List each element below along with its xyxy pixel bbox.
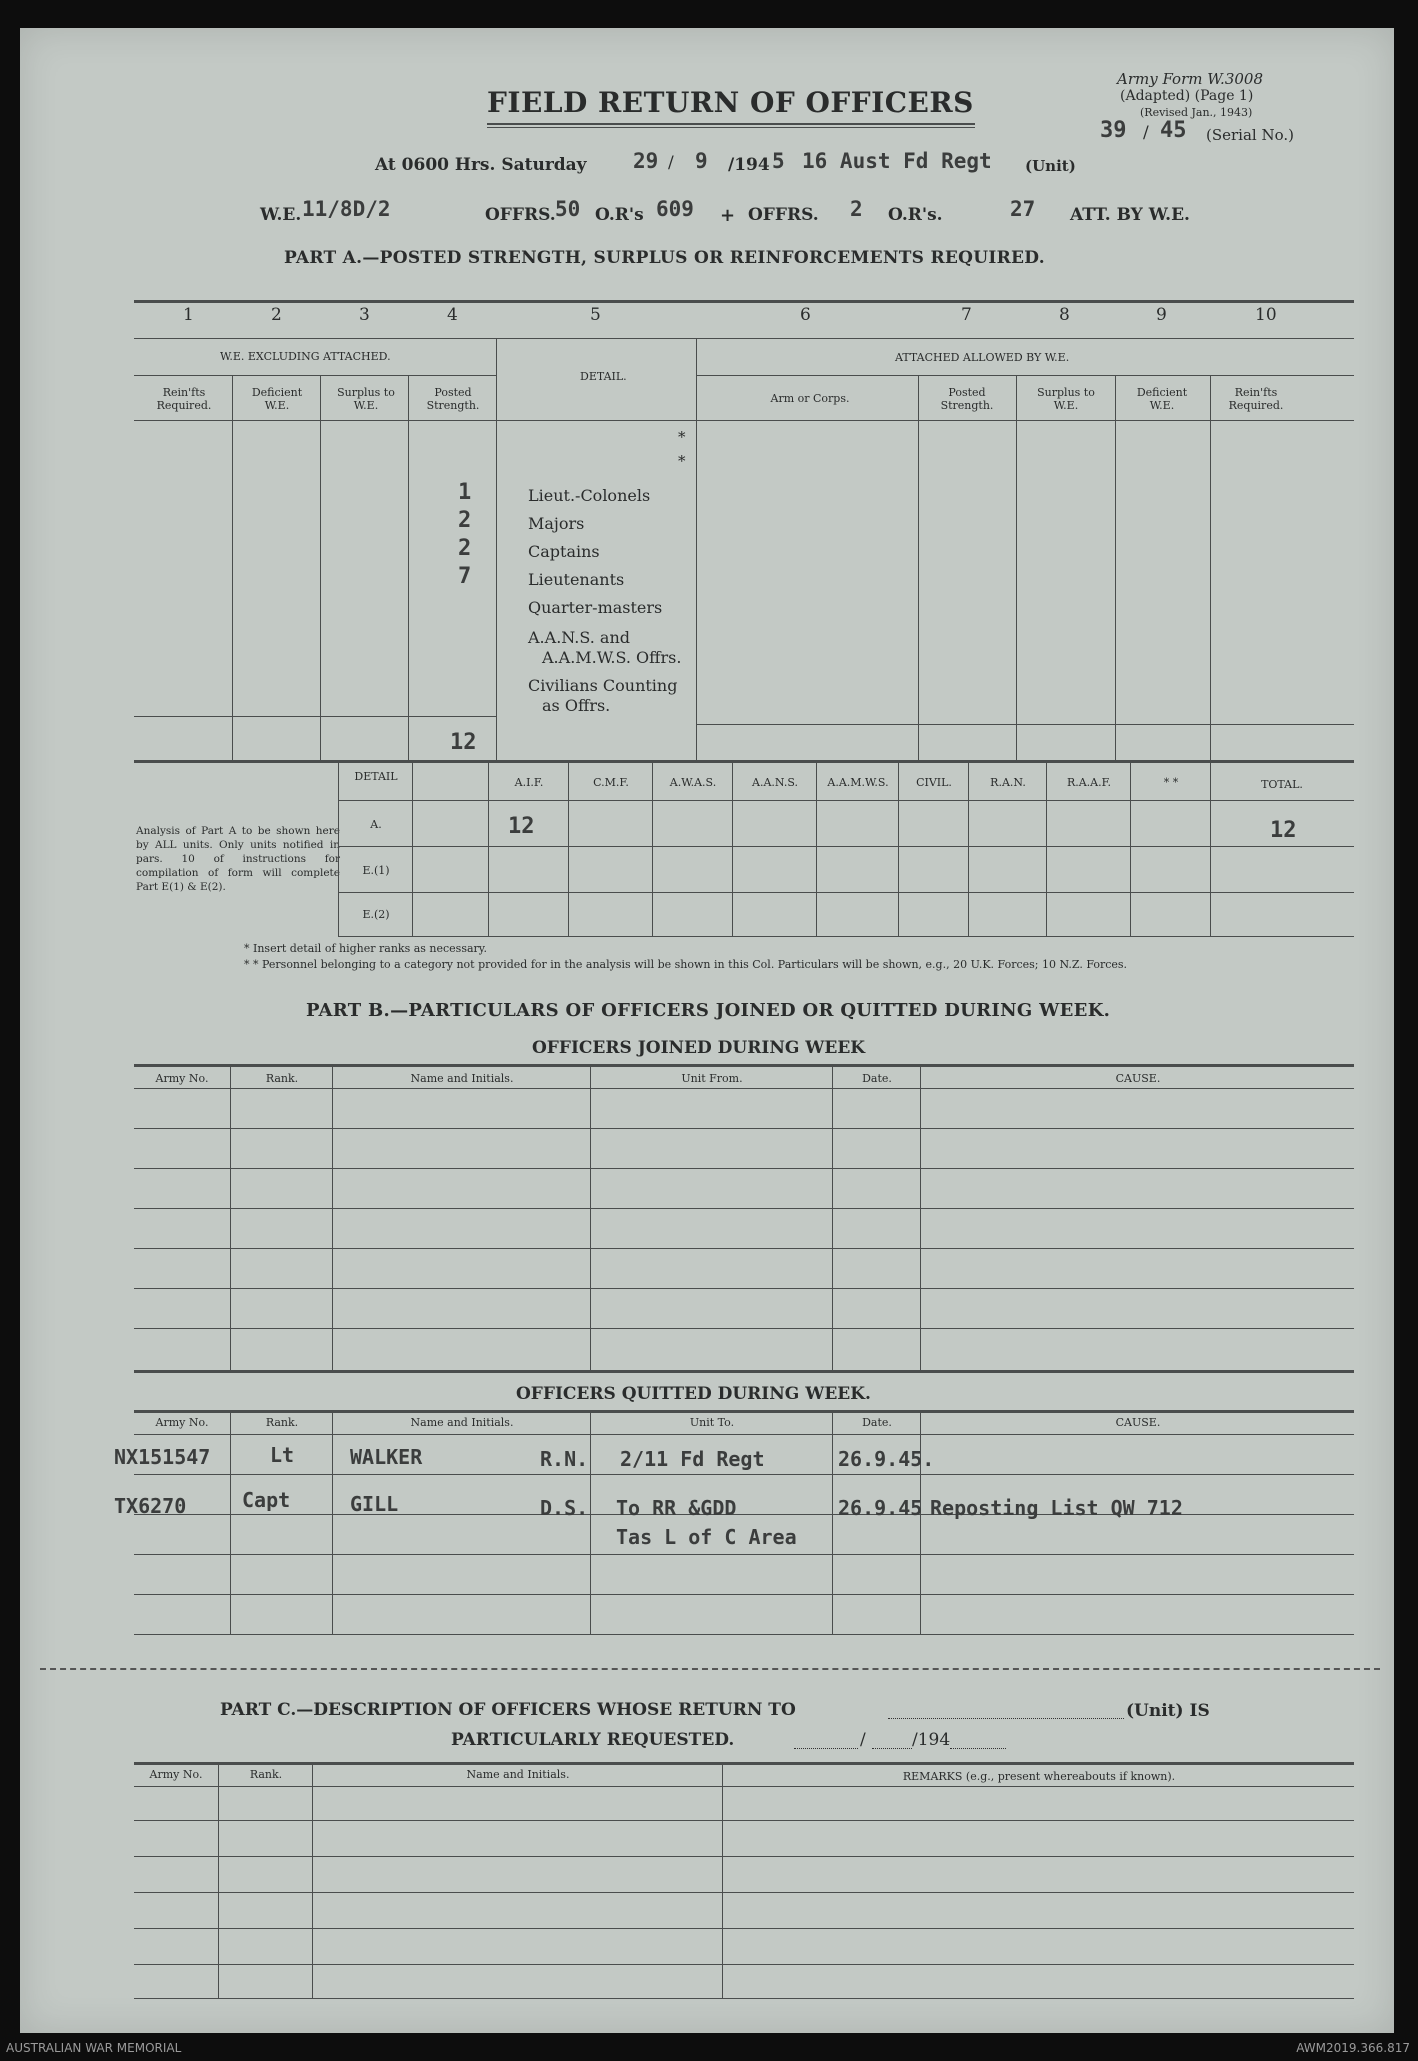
- col-number-3: 3: [359, 305, 370, 325]
- quitted-unit-1: 2/11 Fd Regt: [620, 1447, 765, 1471]
- part-c-row-4: [134, 1928, 1354, 1929]
- part-a-total-line-right: [696, 724, 1354, 725]
- part-c-top: [134, 1762, 1354, 1765]
- quitted-h-army-no: Army No.: [155, 1416, 209, 1429]
- rank-captains: Captains: [528, 542, 600, 561]
- analysis-row-e2: E.(2): [362, 908, 390, 921]
- unit-label: (Unit): [1025, 157, 1076, 175]
- part-c-title-a: PART C.—DESCRIPTION OF OFFICERS WHOSE RETURN TO: [220, 1700, 796, 1720]
- part-a-header-bottom: [134, 420, 1354, 421]
- quitted-h-rank: Rank.: [265, 1416, 299, 1429]
- offrs2-value: 2: [850, 197, 863, 221]
- part-a-vline-2: [320, 375, 321, 760]
- rank-majors: Majors: [528, 514, 585, 533]
- quitted-title: OFFICERS QUITTED DURING WEEK.: [516, 1384, 871, 1404]
- part-a-bottom-rule: [134, 760, 1354, 763]
- posted-lieut-colonels: 1: [458, 480, 472, 505]
- quitted-rank-1: Lt: [270, 1443, 295, 1467]
- quitted-initials-2: D.S.: [540, 1496, 589, 1520]
- group-left-header: W.E. EXCLUDING ATTACHED.: [220, 350, 391, 363]
- analysis-vline-11: [1210, 760, 1211, 936]
- joined-row-6: [134, 1328, 1354, 1329]
- part-c-vline-2: [312, 1762, 313, 1998]
- part-c-row-2: [134, 1856, 1354, 1857]
- serial-label: (Serial No.): [1206, 126, 1294, 144]
- analysis-vline-4: [652, 760, 653, 936]
- quitted-unit-cont: Tas L of C Area: [616, 1525, 797, 1549]
- star-2: *: [678, 452, 686, 470]
- analysis-vline-3: [568, 760, 569, 936]
- part-a-vline-4: [496, 338, 497, 760]
- analysis-header-line: [338, 800, 1354, 801]
- col-number-6: 6: [800, 305, 811, 325]
- analysis-vline-1: [412, 760, 413, 936]
- quitted-name-2: GILL: [350, 1492, 399, 1516]
- posted-total: 12: [450, 730, 477, 755]
- analysis-row-line-1: [338, 846, 1354, 847]
- slash-1: /: [668, 153, 674, 173]
- col-number-1: 1: [183, 305, 194, 325]
- quitted-h-cause: CAUSE.: [1115, 1416, 1161, 1429]
- col-number-10: 10: [1255, 305, 1277, 325]
- quitted-vline-5: [920, 1410, 921, 1634]
- quitted-vline-4: [832, 1410, 833, 1634]
- part-a-total-line-left: [134, 716, 496, 717]
- analysis-h-cmf: C.M.F.: [593, 776, 629, 789]
- quitted-header-line: [134, 1434, 1354, 1435]
- ors-label: O.R's: [595, 205, 644, 225]
- part-a-groupline: [134, 338, 1354, 339]
- joined-row-2: [134, 1168, 1354, 1169]
- part-a-vline-8: [1115, 375, 1116, 760]
- analysis-vline-2: [488, 760, 489, 936]
- posted-captains: 2: [458, 536, 472, 561]
- part-c-vline-3: [722, 1762, 723, 1998]
- analysis-vline-8: [968, 760, 969, 936]
- perforation-line: [40, 1668, 1380, 1670]
- analysis-h-aif: A.I.F.: [514, 776, 544, 789]
- army-form-label: Army Form W.3008: [1117, 70, 1263, 88]
- quitted-date-2: 26.9.45: [838, 1496, 923, 1520]
- offrs2-label: OFFRS.: [748, 205, 819, 225]
- part-a-vline-1: [232, 375, 233, 760]
- rank-lieut-colonels: Lieut.-Colonels: [528, 486, 651, 505]
- unit-value: 16 Aust Fd Regt: [802, 149, 992, 173]
- part-a-subgroup-left: [134, 375, 496, 376]
- analysis-row-e1: E.(1): [362, 864, 390, 877]
- joined-top: [134, 1064, 1354, 1067]
- month-value: 9: [695, 149, 708, 173]
- part-c-row-5: [134, 1964, 1354, 1965]
- analysis-h-other: * *: [1163, 776, 1179, 789]
- year-digit: 5: [772, 149, 785, 173]
- serial-slash: /: [1143, 123, 1149, 143]
- joined-bottom: [134, 1370, 1354, 1373]
- we-value: 11/8D/2: [302, 197, 391, 221]
- quitted-row-3: [134, 1554, 1354, 1555]
- posted-majors: 2: [458, 508, 472, 533]
- part-c-h-name: Name and Initials.: [466, 1768, 570, 1781]
- quitted-vline-2: [332, 1410, 333, 1634]
- year-prefix: /194: [728, 155, 770, 175]
- revised-label: (Revised Jan., 1943): [1140, 106, 1253, 119]
- quitted-bottom: [134, 1634, 1354, 1635]
- right-header-reinfts: Rein'fts Required.: [1228, 386, 1284, 412]
- quitted-cause-2: Reposting List QW 712: [930, 1496, 1183, 1520]
- part-a-vline-9: [1210, 375, 1211, 760]
- part-c-title-b: (Unit) IS: [1126, 1701, 1210, 1721]
- part-c-h-remarks: REMARKS (e.g., present whereabouts if known).: [902, 1770, 1176, 1783]
- part-a-vline-6: [918, 375, 919, 760]
- we-label: W.E.: [260, 205, 302, 225]
- rank-lieutenants: Lieutenants: [528, 570, 625, 589]
- part-a-vline-7: [1016, 375, 1017, 760]
- title-underline: [487, 123, 975, 125]
- quitted-date-1: 26.9.45.: [838, 1447, 935, 1471]
- offrs-label: OFFRS.: [485, 205, 556, 225]
- quitted-name-1: WALKER: [350, 1445, 423, 1469]
- part-a-subgroup-right: [696, 375, 1354, 376]
- joined-row-5: [134, 1288, 1354, 1289]
- part-c-h-army-no: Army No.: [149, 1768, 203, 1781]
- analysis-vline-5: [732, 760, 733, 936]
- rank-aans-2: A.A.M.W.S. Offrs.: [542, 648, 682, 667]
- quitted-vline-1: [230, 1410, 231, 1634]
- joined-vline-1: [230, 1064, 231, 1370]
- quitted-vline-3: [590, 1410, 591, 1634]
- joined-h-unit: Unit From.: [681, 1072, 743, 1085]
- part-c-month-dotted: [872, 1748, 912, 1749]
- left-header-1: Rein'fts Required.: [156, 386, 212, 412]
- analysis-vline-9: [1046, 760, 1047, 936]
- serial-year: 45: [1160, 118, 1187, 143]
- part-a-vline-3: [408, 375, 409, 760]
- joined-row-3: [134, 1208, 1354, 1209]
- analysis-h-ran: R.A.N.: [990, 776, 1026, 789]
- offrs-value: 50: [555, 197, 581, 221]
- part-c-slash: /: [860, 1730, 866, 1750]
- joined-vline-3: [590, 1064, 591, 1370]
- analysis-h-detail: DETAIL: [354, 770, 398, 783]
- quitted-initials-1: R.N.: [540, 1447, 589, 1471]
- att-label: ATT. BY W.E.: [1070, 205, 1190, 225]
- right-header-posted: Posted Strength.: [940, 386, 994, 412]
- col-number-5: 5: [590, 305, 601, 325]
- detail-header: DETAIL.: [580, 370, 627, 383]
- part-a-title: PART A.—POSTED STRENGTH, SURPLUS OR REINFORCEMENTS REQUIRED.: [284, 248, 1045, 268]
- adapted-label: (Adapted) (Page 1): [1120, 88, 1254, 104]
- analysis-h-civil: CIVIL.: [916, 776, 952, 789]
- quitted-h-unit: Unit To.: [689, 1416, 735, 1429]
- analysis-vline-0: [338, 760, 339, 936]
- part-c-line2-b: /194: [912, 1730, 951, 1750]
- col-number-2: 2: [271, 305, 282, 325]
- analysis-h-aans: A.A.N.S.: [752, 776, 798, 789]
- form-title: FIELD RETURN OF OFFICERS: [487, 86, 974, 119]
- joined-row-4: [134, 1248, 1354, 1249]
- part-c-h-rank: Rank.: [249, 1768, 283, 1781]
- part-c-vline-1: [218, 1762, 219, 1998]
- analysis-h-awas: A.W.A.S.: [669, 776, 717, 789]
- joined-row-1: [134, 1128, 1354, 1129]
- ors-value: 609: [656, 197, 694, 221]
- analysis-row-bottom: [338, 936, 1354, 937]
- analysis-vline-10: [1130, 760, 1131, 936]
- quitted-h-name: Name and Initials.: [410, 1416, 514, 1429]
- col-number-7: 7: [961, 305, 972, 325]
- group-right-header: ATTACHED ALLOWED BY W.E.: [895, 351, 1070, 364]
- form-paper: [20, 28, 1394, 2033]
- joined-h-rank: Rank.: [265, 1072, 299, 1085]
- rank-civ-1: Civilians Counting: [528, 676, 678, 695]
- ors2-label: O.R's.: [888, 205, 943, 225]
- analysis-h-aamws: A.A.M.W.S.: [827, 776, 889, 789]
- part-c-line2-a: PARTICULARLY REQUESTED.: [451, 1730, 735, 1750]
- quitted-army-no-1: NX151547: [114, 1445, 211, 1469]
- joined-vline-2: [332, 1064, 333, 1370]
- right-header-surplus: Surplus to W.E.: [1037, 386, 1095, 412]
- part-c-row-3: [134, 1892, 1354, 1893]
- time-prefix: At 0600 Hrs. Saturday: [375, 155, 587, 175]
- footnote-1: * Insert detail of higher ranks as necessary.: [244, 942, 488, 955]
- analysis-h-total: TOTAL.: [1261, 778, 1303, 791]
- joined-vline-5: [920, 1064, 921, 1370]
- left-header-4: Posted Strength.: [426, 386, 480, 412]
- part-a-vline-5: [696, 338, 697, 760]
- left-header-2: Deficient W.E.: [251, 386, 303, 412]
- title-underline-2: [487, 127, 975, 128]
- joined-vline-4: [832, 1064, 833, 1370]
- star-1: *: [678, 428, 686, 446]
- col-number-8: 8: [1059, 305, 1070, 325]
- quitted-army-no-2: TX6270: [114, 1494, 187, 1518]
- analysis-h-raaf: R.A.A.F.: [1066, 776, 1112, 789]
- quitted-h-date: Date.: [862, 1416, 892, 1429]
- rank-aans-1: A.A.N.S. and: [528, 628, 630, 647]
- joined-h-name: Name and Initials.: [410, 1072, 514, 1085]
- footer-left: AUSTRALIAN WAR MEMORIAL: [6, 2041, 182, 2055]
- quitted-rank-2: Capt: [242, 1488, 291, 1512]
- ors2-value: 27: [1010, 197, 1036, 221]
- footer-right: AWM2019.366.817: [1296, 2041, 1410, 2055]
- analysis-row-line-2: [338, 892, 1354, 893]
- left-header-3: Surplus to W.E.: [337, 386, 395, 412]
- rank-civ-2: as Offrs.: [542, 696, 611, 715]
- plus-sign: +: [720, 205, 736, 226]
- right-header-arm: Arm or Corps.: [770, 392, 850, 405]
- quitted-row-4: [134, 1594, 1354, 1595]
- quitted-unit-2: To RR &GDD: [616, 1496, 737, 1520]
- posted-lieutenants: 7: [458, 564, 472, 589]
- part-c-row-1: [134, 1820, 1354, 1821]
- part-c-day-dotted: [794, 1748, 858, 1749]
- part-c-year-dotted: [950, 1748, 1006, 1749]
- col-number-4: 4: [447, 305, 458, 325]
- part-a-top-rule: [134, 300, 1354, 303]
- part-c-unit-dotted: [888, 1718, 1124, 1719]
- right-header-deficient: Deficient W.E.: [1136, 386, 1188, 412]
- analysis-total-a: 12: [1270, 818, 1297, 843]
- joined-h-date: Date.: [862, 1072, 892, 1085]
- analysis-aif-a: 12: [508, 814, 535, 839]
- joined-header-line: [134, 1088, 1354, 1089]
- analysis-row-a: A.: [370, 818, 382, 831]
- footnote-2: * * Personnel belonging to a category not provided for in the analysis will be shown in this Col. Particulars will be shown, e.g., 20 U.K. Forces; 10 N.Z. Forces.: [244, 958, 1128, 971]
- quitted-row-1: [134, 1474, 1354, 1475]
- analysis-note: Analysis of Part A to be shown here by ALL units. Only units notified in pars. 10 of instructions for compilation of form will complete Part E(1) & E(2).: [136, 825, 340, 893]
- quitted-top: [134, 1410, 1354, 1413]
- part-b-title: PART B.—PARTICULARS OF OFFICERS JOINED OR QUITTED DURING WEEK.: [306, 1000, 1111, 1021]
- rank-quartermasters: Quarter-masters: [528, 598, 663, 617]
- joined-h-army-no: Army No.: [155, 1072, 209, 1085]
- part-c-header-line: [134, 1786, 1354, 1787]
- part-c-bottom: [134, 1998, 1354, 1999]
- col-number-9: 9: [1156, 305, 1167, 325]
- day-value: 29: [633, 149, 659, 173]
- joined-title: OFFICERS JOINED DURING WEEK: [532, 1038, 866, 1058]
- serial-number: 39: [1100, 118, 1127, 143]
- joined-h-cause: CAUSE.: [1115, 1072, 1161, 1085]
